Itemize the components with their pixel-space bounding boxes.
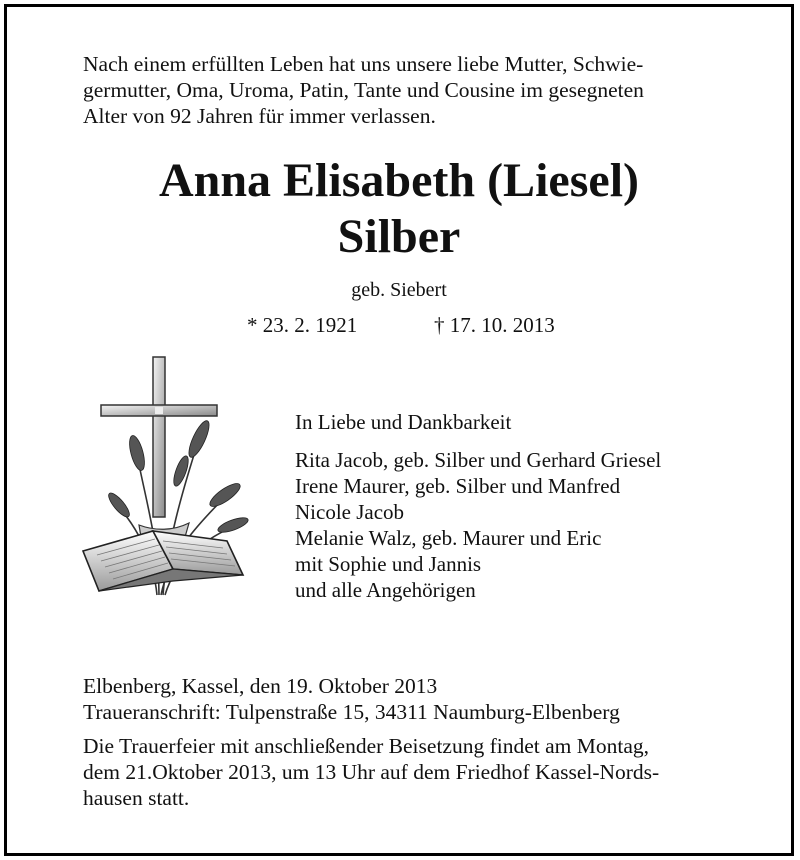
family-member: Melanie Walz, geb. Maurer und Eric (295, 526, 602, 550)
ceremony-line: dem 21.Oktober 2013, um 13 Uhr auf dem Friedhof Kassel-Nords- (83, 760, 660, 784)
family-member: und alle Angehörigen (295, 578, 476, 602)
dedication-line: In Liebe und Dankbarkeit (295, 410, 512, 434)
place-date: Elbenberg, Kassel, den 19. Oktober 2013 (83, 674, 438, 698)
death-date: † 17. 10. 2013 (434, 313, 555, 337)
ceremony-line: Die Trauerfeier mit anschließender Beisetzung findet am Montag, (83, 734, 650, 758)
footer-info (83, 673, 763, 811)
intro-line: germutter, Oma, Uroma, Patin, Tante und Cousine im gesegneten (83, 78, 644, 102)
family-member: mit Sophie und Jannis (295, 552, 482, 576)
maiden-name: geb. Siebert (351, 279, 447, 301)
intro-line: Alter von 92 Jahren für immer verlassen. (83, 104, 436, 128)
intro-line: Nach einem erfüllten Leben hat uns unsere liebe Mutter, Schwie- (83, 52, 644, 76)
family-member: Nicole Jacob (295, 500, 405, 524)
birth-date: * 23. 2. 1921 (247, 313, 358, 337)
cross-wheat-book-icon (77, 355, 257, 615)
intro-text (83, 51, 743, 129)
mourning-address: Traueranschrift: Tulpenstraße 15, 34311 Naumburg-Elbenberg (83, 700, 620, 724)
family-signatures (295, 409, 661, 603)
deceased-name-line1: Anna Elisabeth (Liesel) (158, 154, 640, 207)
family-member: Rita Jacob, geb. Silber und Gerhard Griesel (295, 448, 662, 472)
deceased-name-line2: Silber (337, 210, 461, 263)
obituary-notice (4, 4, 794, 856)
ceremony-line: hausen statt. (83, 786, 190, 810)
book-shape (83, 531, 243, 591)
family-member: Irene Maurer, geb. Silber und Manfred (295, 474, 621, 498)
